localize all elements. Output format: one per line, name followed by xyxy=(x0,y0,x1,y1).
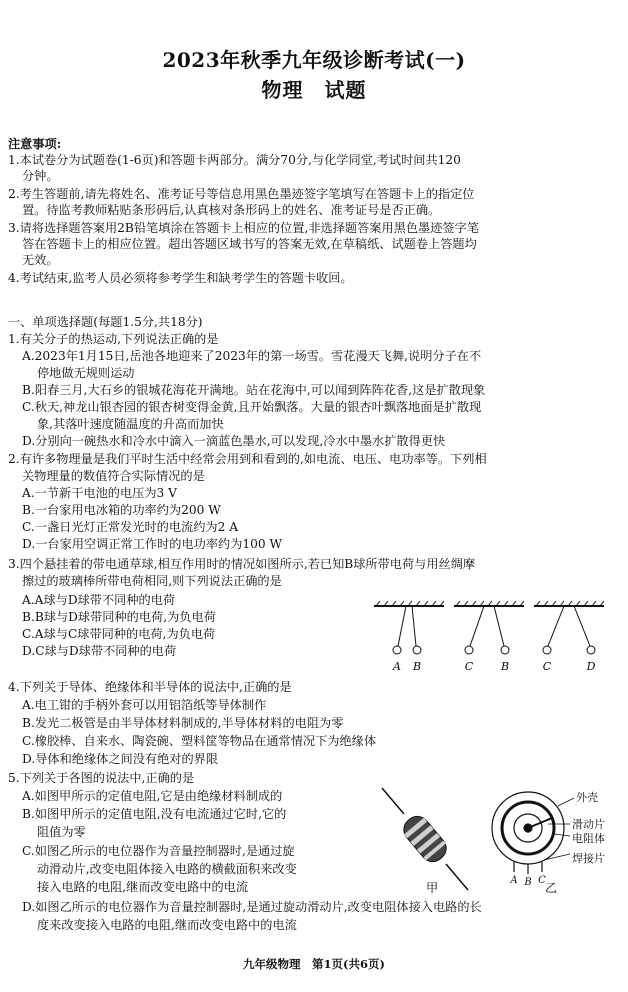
option-text: B.阳春三月,大石乡的银城花海花开满地。站在花海中,可以闻到阵阵花香,这是扩散现象 xyxy=(22,383,486,397)
ball-label: A xyxy=(393,660,401,673)
option-text: C.秋天,神龙山银杏园的银杏树变得金黄,且开始飘落。大量的银杏叶飘落地面是扩散现 xyxy=(22,400,482,414)
option-text: A.一节新干电池的电压为3 V xyxy=(22,486,177,500)
shell-label: 外壳 xyxy=(576,791,598,804)
option-text: C.橡胶棒、自来水、陶瓷碗、塑料筐等物品在通常情况下为绝缘体 xyxy=(22,734,377,748)
figure-yi-label: 乙 xyxy=(545,881,558,895)
option-text: D.导体和绝缘体之间没有绝对的界限 xyxy=(22,752,219,766)
option-text: 接入电路的电阻,继而改变电路中的电流 xyxy=(37,880,249,894)
resistor-body-label: 电阻体 xyxy=(572,832,605,845)
question-stem: 1.有关分子的热运动,下列说法正确的是 xyxy=(8,332,219,346)
option-text: D.一台家用空调正常工作时的电功率约为100 W xyxy=(22,537,283,551)
section-heading: 一、单项选择题(每题1.5分,共18分) xyxy=(8,315,203,329)
ball-label: C xyxy=(542,660,552,673)
notice-line: 2.考生答题前,请先将姓名、准考证号等信息用黑色墨迹签字笔填写在答题卡上的指定位 xyxy=(8,187,475,201)
notice-line: 1.本试卷分为试题卷(1-6页)和答题卡两部分。满分70分,与化学同堂,考试时间共120 xyxy=(8,153,461,167)
question-stem: 关物理量的数值符合实际情况的是 xyxy=(22,469,205,483)
slider-label: 滑动片 xyxy=(572,818,605,831)
question-stem: 4.下列关于导体、绝缘体和半导体的说法中,正确的是 xyxy=(8,680,292,694)
option-text: C.A球与C球带同种的电荷,为负电荷 xyxy=(22,627,216,641)
question-stem: 2.有许多物理量是我们平时生活中经常会用到和看到的,如电流、电压、电功率等。下列相 xyxy=(8,452,487,466)
charged-balls-figure xyxy=(372,598,608,678)
notice-line: 分钟。 xyxy=(22,169,59,183)
ball-label: B xyxy=(412,660,422,673)
option-text: C.如图乙所示的电位器作为音量控制器时,是通过旋 xyxy=(22,844,295,858)
option-text: 象,其落叶速度随温度的升高而加快 xyxy=(37,417,224,431)
question-stem: 3.四个悬挂着的带电通草球,相互作用时的情况如图所示,若已知B球所带电荷与用丝绸摩 xyxy=(8,557,476,571)
exam-title: 2023年秋季九年级诊断考试(一) xyxy=(162,48,466,72)
terminal-c-label: C xyxy=(538,875,546,886)
terminal-a-label: A xyxy=(510,875,518,886)
option-text: B.B球与D球带同种的电荷,为负电荷 xyxy=(22,610,216,624)
notice-heading: 注意事项: xyxy=(8,137,62,151)
option-text: A.如图甲所示的定值电阻,它是由绝缘材料制成的 xyxy=(22,789,283,803)
option-text: B.发光二极管是由半导体材料制成的,半导体材料的电阻为零 xyxy=(22,716,344,730)
question-stem: 擦过的玻璃棒所带电荷相同,则下列说法正确的是 xyxy=(22,574,282,588)
option-text: A.A球与D球带不同种的电荷 xyxy=(22,593,176,607)
option-text: C.一盏日光灯正常发光时的电流约为2 A xyxy=(22,520,239,534)
option-text: A.2023年1月15日,岳池各地迎来了2023年的第一场雪。雪花漫天飞舞,说明分子在不 xyxy=(22,349,482,363)
option-text: 阻值为零 xyxy=(37,825,86,839)
option-text: D.C球与D球带不同种的电荷 xyxy=(22,644,177,658)
option-text: A.电工钳的手柄外套可以用铝箔纸等导体制作 xyxy=(22,698,267,712)
terminal-b-label: B xyxy=(524,877,532,888)
option-text: 停地做无规则运动 xyxy=(37,366,135,380)
option-text: 度来改变接入电路的电阻,继而改变电路中的电流 xyxy=(37,918,297,932)
ball-label: D xyxy=(586,660,596,673)
option-text: B.如图甲所示的定值电阻,没有电流通过它时,它的 xyxy=(22,807,287,821)
option-text: D.分别向一碗热水和冷水中滴入一滴蓝色墨水,可以发现,冷水中墨水扩散得更快 xyxy=(22,434,446,448)
figure-jia-label: 甲 xyxy=(426,881,439,895)
ball-label: C xyxy=(464,660,474,673)
page-footer: 九年级物理 第1页(共6页) xyxy=(243,957,385,971)
notice-line: 4.考试结束,监考人员必须将参考学生和缺考学生的答题卡收回。 xyxy=(8,271,353,285)
option-text: 动滑动片,改变电阻体接入电路的横截面积来改变 xyxy=(37,862,297,876)
notice-line: 无效。 xyxy=(22,253,59,267)
option-text: D.如图乙所示的电位器作为音量控制器时,是通过旋动滑动片,改变电阻体接入电路的长 xyxy=(22,900,482,914)
notice-line: 答在答题卡上的相应位置。超出答题区域书写的答案无效,在草稿纸、试题卷上答题均 xyxy=(22,237,477,251)
exam-subject: 物理 试题 xyxy=(261,78,367,102)
option-text: B.一台家用电冰箱的功率约为200 W xyxy=(22,503,221,517)
notice-line: 3.请将选择题答案用2B铅笔填涂在答题卡上相应的位置,非选择题答案用黑色墨迹签字笔 xyxy=(8,221,479,235)
notice-line: 置。待监考教师粘贴条形码后,认真核对条形码上的姓名、准考证号是否正确。 xyxy=(22,203,441,217)
question-stem: 5.下列关于各图的说法中,正确的是 xyxy=(8,771,195,785)
ball-label: B xyxy=(500,660,510,673)
terminal-label: 焊接片 xyxy=(572,852,605,865)
